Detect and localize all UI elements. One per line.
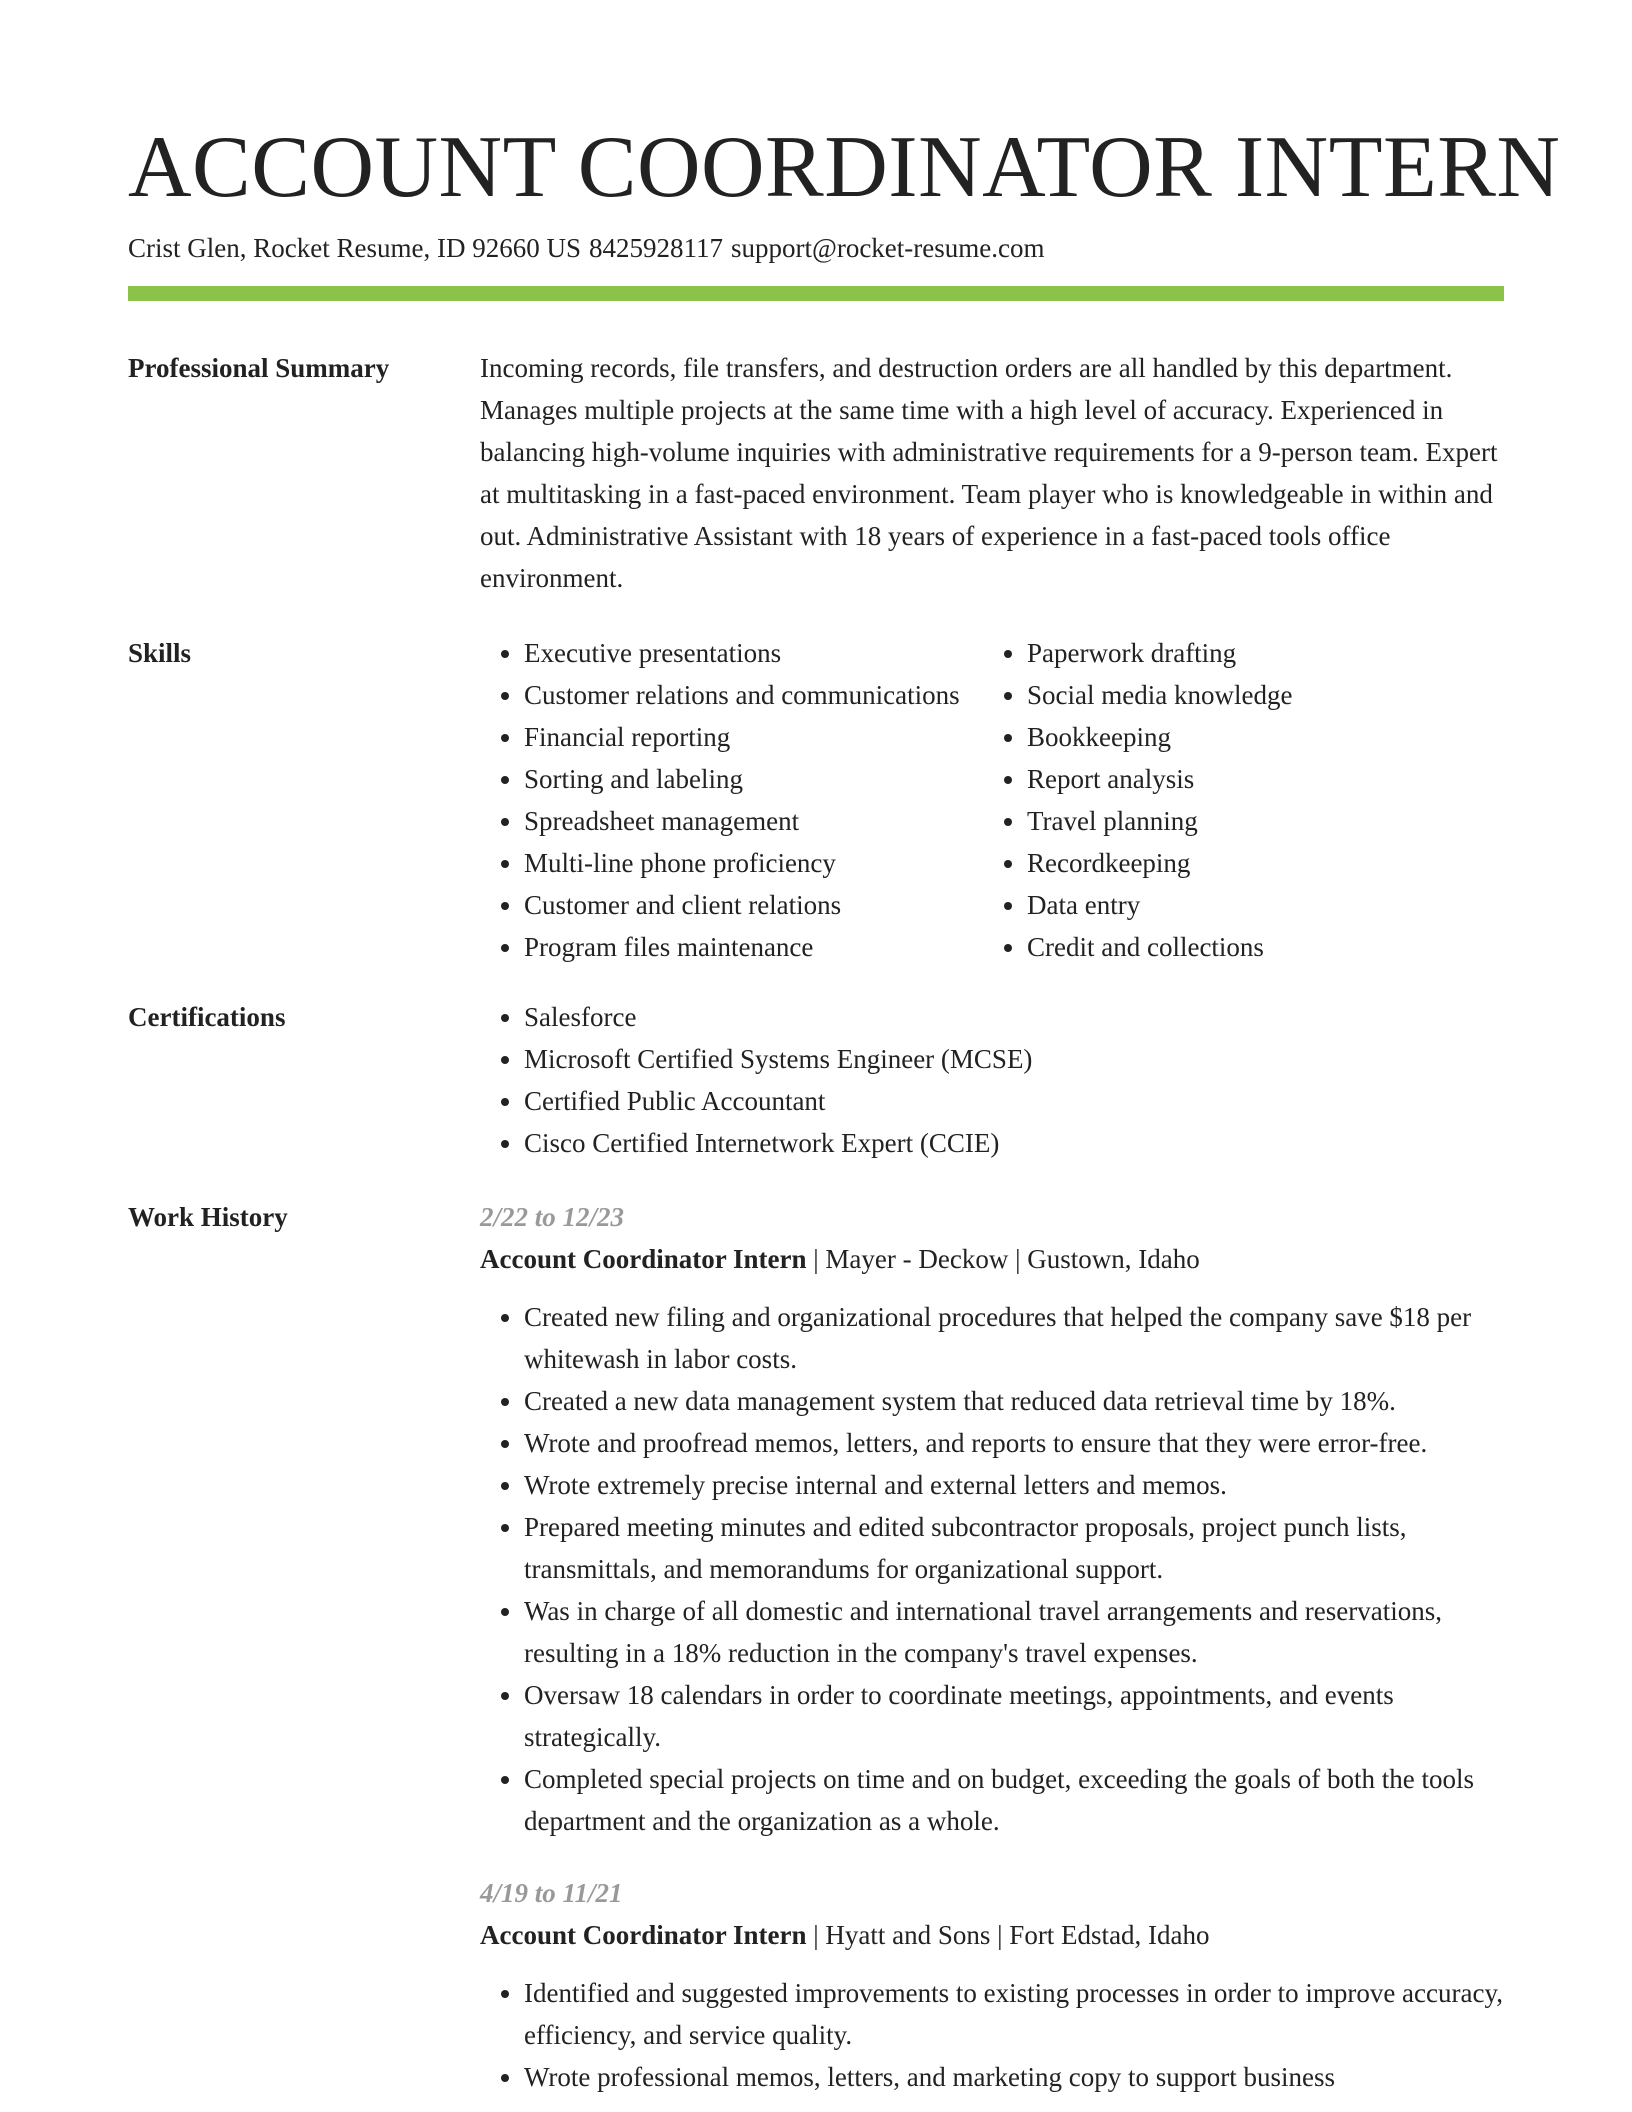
job-dates: 4/19 to 11/21 bbox=[480, 1878, 623, 1908]
accent-divider bbox=[128, 286, 1504, 301]
job-bullet: • Created new filing and organizational procedures that helped the company save $18 per whitewash in labor costs. bbox=[524, 1296, 1504, 1380]
skill-item: • Report analysis bbox=[1027, 758, 1427, 800]
resume-title: ACCOUNT COORDINATOR INTERN bbox=[128, 119, 1561, 216]
certifications-list bbox=[480, 996, 1504, 1164]
skill-item: • Spreadsheet management bbox=[524, 800, 983, 842]
summary-body bbox=[480, 347, 1504, 599]
contact-address: Crist Glen, Rocket Resume, ID 92660 US bbox=[128, 233, 581, 263]
skills-column-2 bbox=[983, 632, 1427, 968]
job-bullet: • Completed special projects on time and on budget, exceeding the goals of both the tools department and the organization as a whole. bbox=[524, 1758, 1504, 1842]
job-entry bbox=[480, 1872, 1504, 2098]
skill-item: • Bookkeeping bbox=[1027, 716, 1427, 758]
contact-line bbox=[128, 230, 1045, 266]
skill-item: • Paperwork drafting bbox=[1027, 632, 1427, 674]
skill-item: • Executive presentations bbox=[524, 632, 983, 674]
skills-heading: Skills bbox=[128, 638, 192, 668]
skill-item: • Social media knowledge bbox=[1027, 674, 1427, 716]
certification-item: • Certified Public Accountant bbox=[524, 1080, 1504, 1122]
skill-item: • Sorting and labeling bbox=[524, 758, 983, 800]
skills-body bbox=[480, 632, 1504, 968]
job-title: Account Coordinator Intern bbox=[480, 1244, 807, 1274]
job-dates: 2/22 to 12/23 bbox=[480, 1202, 625, 1232]
certifications-body bbox=[480, 996, 1504, 1164]
contact-email[interactable]: support@rocket-resume.com bbox=[730, 233, 1045, 263]
job-bullet: • Wrote and proofread memos, letters, and reports to ensure that they were error-free. bbox=[524, 1422, 1504, 1464]
job-bullet: • Identified and suggested improvements to existing processes in order to improve accuracy, efficiency, and service quality. bbox=[524, 1972, 1504, 2056]
skill-item: • Recordkeeping bbox=[1027, 842, 1427, 884]
contact-phone: 8425928117 bbox=[588, 233, 723, 263]
job-bullet: • Wrote extremely precise internal and external letters and memos. bbox=[524, 1464, 1504, 1506]
job-bullets bbox=[480, 1296, 1504, 1842]
job-entry bbox=[480, 1196, 1504, 1842]
skills-column-1 bbox=[480, 632, 983, 968]
job-bullets bbox=[480, 1972, 1504, 2098]
skill-item: • Customer and client relations bbox=[524, 884, 983, 926]
skill-item: • Travel planning bbox=[1027, 800, 1427, 842]
certification-item: • Cisco Certified Internetwork Expert (CCIE) bbox=[524, 1122, 1504, 1164]
job-title: Account Coordinator Intern bbox=[480, 1920, 807, 1950]
job-bullet: • Oversaw 18 calendars in order to coordinate meetings, appointments, and events strategically. bbox=[524, 1674, 1504, 1758]
skill-item: • Customer relations and communications bbox=[524, 674, 983, 716]
work-history-body bbox=[480, 1196, 1504, 2098]
skill-item: • Data entry bbox=[1027, 884, 1427, 926]
job-bullet: • Prepared meeting minutes and edited subcontractor proposals, project punch lists, transmittals, and memorandums for organizational support. bbox=[524, 1506, 1504, 1590]
job-bullet: • Created a new data management system that reduced data retrieval time by 18%. bbox=[524, 1380, 1504, 1422]
skill-item: • Financial reporting bbox=[524, 716, 983, 758]
certifications-heading: Certifications bbox=[128, 1002, 286, 1032]
skill-item: • Program files maintenance bbox=[524, 926, 983, 968]
job-employer-location: | Mayer - Deckow | Gustown, Idaho bbox=[806, 1244, 1200, 1274]
work-history-heading: Work History bbox=[128, 1202, 288, 1232]
job-employer-location: | Hyatt and Sons | Fort Edstad, Idaho bbox=[806, 1920, 1210, 1950]
job-bullet: • Wrote professional memos, letters, and marketing copy to support business bbox=[524, 2056, 1504, 2098]
skill-item: • Credit and collections bbox=[1027, 926, 1427, 968]
job-heading bbox=[480, 1914, 1504, 1956]
certification-item: • Microsoft Certified Systems Engineer (MCSE) bbox=[524, 1038, 1504, 1080]
certification-item: • Salesforce bbox=[524, 996, 1504, 1038]
summary-text: Incoming records, file transfers, and destruction orders are all handled by this department. Manages multiple projects at the same time with a high level of accuracy. Experienced in balancing high-volume inquiries with administrative requirements for a 9-person team. Expert at multitasking in a fast-paced environment. Team player who is knowledgeable in within and out. Administrative Assistant with 18 years of experience in a fast-paced tools office environment. bbox=[480, 353, 1498, 593]
job-bullet: • Was in charge of all domestic and international travel arrangements and reservations, resulting in a 18% reduction in the company's travel expenses. bbox=[524, 1590, 1504, 1674]
skill-item: • Multi-line phone proficiency bbox=[524, 842, 983, 884]
summary-heading: Professional Summary bbox=[128, 353, 390, 383]
job-heading bbox=[480, 1238, 1504, 1280]
